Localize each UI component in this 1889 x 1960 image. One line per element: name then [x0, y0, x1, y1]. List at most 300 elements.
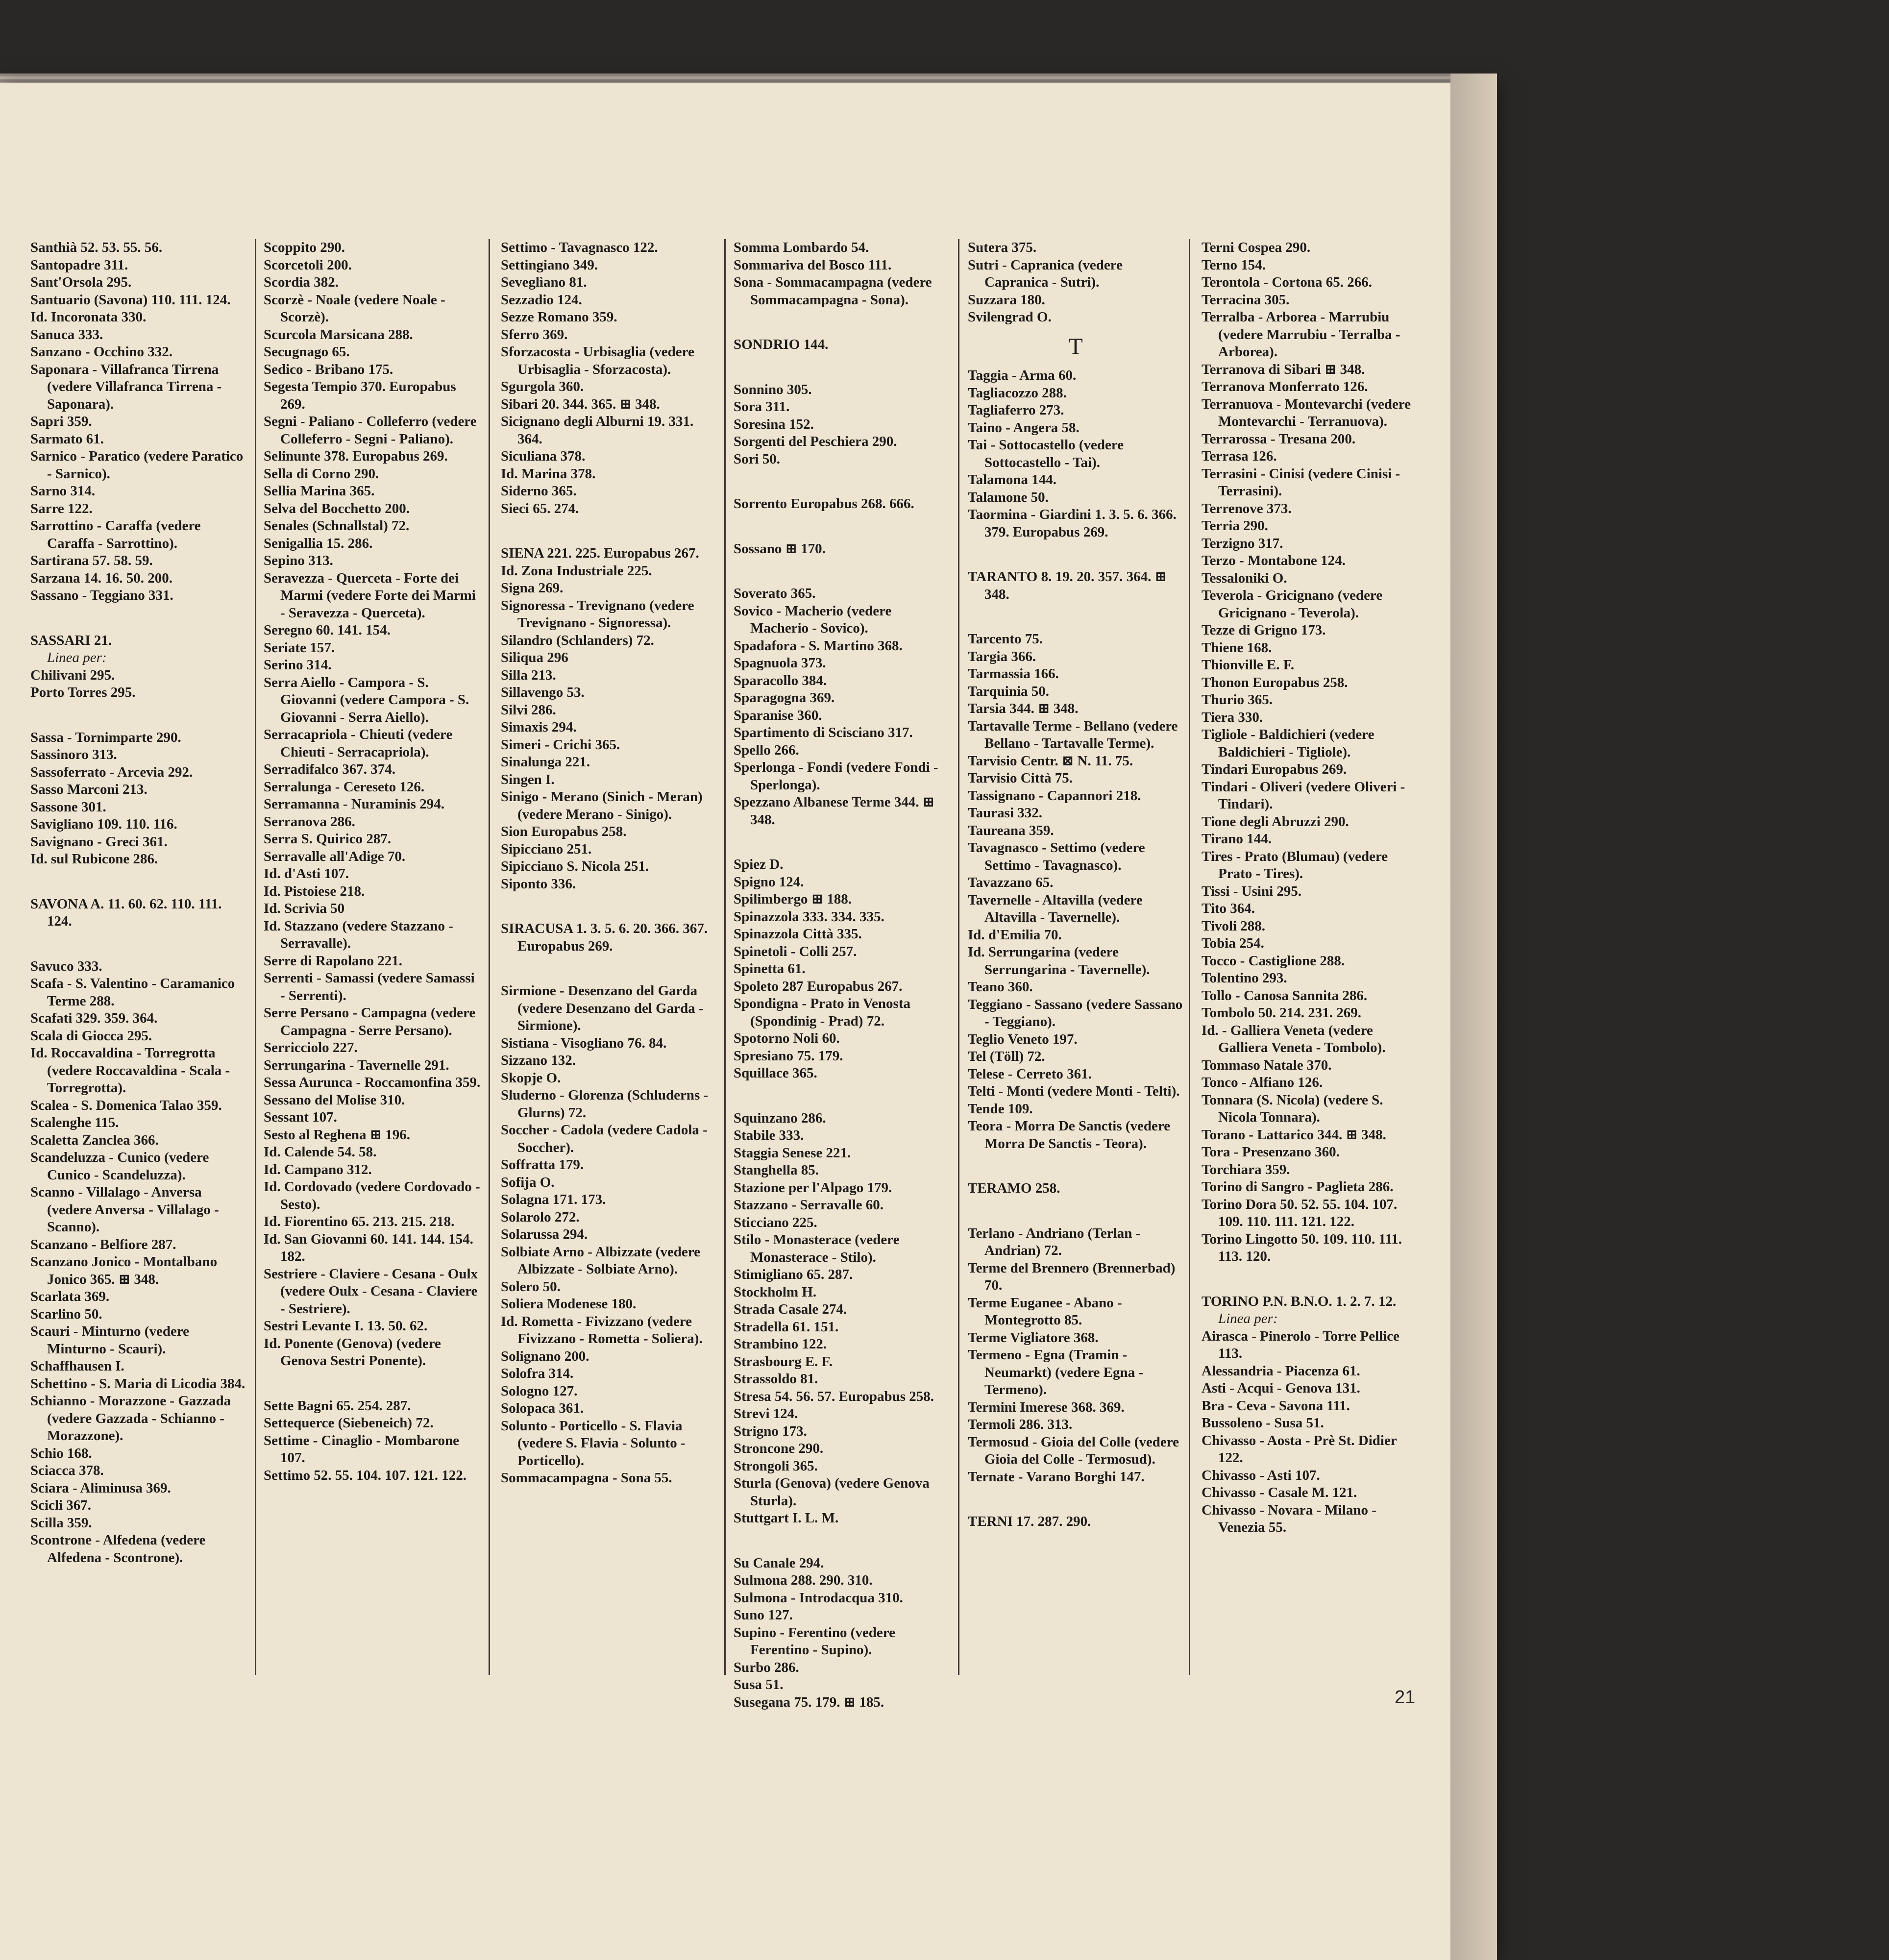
index-entry: Stabile 333. — [734, 1127, 804, 1143]
index-entry: Tigliole - Baldichieri (vedere Baldichieri - Tigliole). — [1202, 727, 1374, 760]
index-entry: Sette Bagni 65. 254. 287. — [264, 1397, 411, 1414]
index-entry: SIRACUSA 1. 3. 5. 6. 20. 366. 367. Europabus 269. — [501, 921, 708, 954]
index-entry: Spinazzola Città 335. — [734, 926, 862, 942]
section-letter: T — [1068, 333, 1083, 360]
index-entry: Soresina 152. — [734, 416, 814, 432]
index-entry: Stuttgart I. L. M. — [734, 1510, 839, 1526]
column-rule — [724, 239, 726, 1675]
index-entry: Sparanise 360. — [734, 707, 822, 723]
page-right-edge — [1450, 74, 1497, 1960]
index-entry: Sapri 359. — [30, 414, 92, 429]
index-entry: Schio 168. — [30, 1445, 92, 1461]
index-entry: Sant'Orsola 295. — [30, 274, 132, 290]
index-entry: Id. Fiorentino 65. 213. 215. 218. — [264, 1214, 455, 1229]
index-entry: Seriate 157. — [264, 639, 335, 656]
index-entry: Seravezza - Querceta - Forte dei Marmi (vedere Forte dei Marmi - Seravezza - Querceta). — [264, 570, 476, 621]
index-entry: Termini Imerese 368. 369. — [968, 1399, 1125, 1415]
index-entry: Savuco 333. — [30, 958, 102, 974]
index-entry: Sellia Marina 365. — [264, 483, 375, 499]
index-entry: Tonco - Alfiano 126. — [1202, 1075, 1323, 1090]
index-entry: Chilivani 295. — [30, 667, 115, 683]
index-entry: Stanghella 85. — [734, 1162, 819, 1178]
index-entry: Spartimento di Scisciano 317. — [734, 725, 913, 740]
index-entry: Sforzacosta - Urbisaglia (vedere Urbisaglia - Sforzacosta). — [501, 344, 694, 377]
index-entry: Terzigno 317. — [1202, 535, 1283, 551]
index-entry: Chivasso - Asti 107. — [1202, 1467, 1320, 1483]
index-entry: Skopje O. — [501, 1070, 561, 1086]
index-entry: Tindari Europabus 269. — [1202, 761, 1347, 777]
index-entry: Id. Cordovado (vedere Cordovado - Sesto). — [264, 1179, 480, 1212]
index-entry: Tavagnasco - Settimo (vedere Settimo - Tavagnasco). — [968, 840, 1145, 873]
index-entry: Serradifalco 367. 374. — [264, 761, 396, 777]
index-entry: Tagliaferro 273. — [968, 402, 1064, 418]
index-entry: Sluderno - Glorenza (Schluderns - Glurns) 72. — [501, 1087, 709, 1121]
index-entry: Tivoli 288. — [1202, 918, 1265, 934]
index-entry: Tirano 144. — [1202, 831, 1272, 847]
index-entry: Sulmona 288. 290. 310. — [734, 1572, 873, 1588]
index-entry: Id. San Giovanni 60. 141. 144. 154. 182. — [264, 1231, 473, 1264]
index-entry: Seveglìano 81. — [501, 274, 587, 290]
index-entry: Id. d'Asti 107. — [264, 866, 349, 882]
index-entry: Terno 154. — [1202, 257, 1266, 273]
index-entry: Sologno 127. — [501, 1383, 578, 1399]
index-entry: Terria 290. — [1202, 518, 1268, 534]
index-entry: Sezzadio 124. — [501, 292, 582, 308]
index-entry: Tavazzano 65. — [968, 875, 1054, 890]
index-entry: Scarlata 369. — [30, 1289, 110, 1304]
index-entry: Terrenove 373. — [1202, 500, 1292, 516]
index-entry: Serricciolo 227. — [264, 1040, 358, 1055]
index-entry: Torchiara 359. — [1202, 1161, 1290, 1177]
index-entry: Ternate - Varano Borghi 147. — [968, 1469, 1145, 1485]
index-entry: SONDRIO 144. — [734, 337, 829, 352]
column-rule — [958, 239, 959, 1675]
column-rule — [255, 239, 256, 1675]
index-entry: Surbo 286. — [734, 1659, 799, 1675]
index-entry: TERNI 17. 287. 290. — [968, 1514, 1091, 1529]
index-entry: Terzo - Montabone 124. — [1202, 553, 1346, 568]
index-entry: Sirmione - Desenzano del Garda (vedere Desenzano del Garda - Sirmione). — [501, 983, 704, 1033]
index-entry: Serrungarina - Tavernelle 291. — [264, 1057, 449, 1073]
index-entry: Tessaloniki O. — [1202, 570, 1287, 586]
index-entry: Bra - Ceva - Savona 111. — [1202, 1397, 1350, 1414]
index-entry: Tartavalle Terme - Bellano (vedere Bellano - Tartavalle Terme). — [968, 718, 1178, 751]
index-entry: Schaffhausen I. — [30, 1358, 124, 1374]
index-entry: Bussoleno - Susa 51. — [1202, 1415, 1324, 1431]
index-entry: Tione degli Abruzzi 290. — [1202, 813, 1349, 830]
index-entry: Settimo - Tavagnasco 122. — [501, 240, 658, 255]
index-entry: Scanzano - Belfiore 287. — [30, 1236, 176, 1252]
index-entry: Tolentino 293. — [1202, 970, 1287, 986]
index-entry: Scanzano Jonico - Montalbano Jonico 365. ⊞ 348. — [30, 1254, 218, 1287]
index-entry: Sedico - Bribano 175. — [264, 361, 393, 377]
index-entry: Strassoldo 81. — [734, 1371, 818, 1387]
index-entry: Torino Dora 50. 52. 55. 104. 107. 109. 110. 111. 121. 122. — [1202, 1196, 1398, 1229]
index-entry: Terrasini - Cinisi (vedere Cinisi - Terrasini). — [1202, 466, 1400, 499]
index-entry: Sorgenti del Peschiera 290. — [734, 434, 897, 449]
index-entry: Terracina 305. — [1202, 292, 1290, 308]
index-entry: Tarcento 75. — [968, 631, 1043, 647]
index-entry: Solero 50. — [501, 1278, 561, 1295]
index-entry: Settequerce (Siebeneich) 72. — [264, 1415, 434, 1431]
index-entry: Chivasso - Aosta - Prè St. Didier 122. — [1202, 1432, 1397, 1466]
index-entry: Id. Incoronata 330. — [30, 309, 147, 325]
index-entry: Terlano - Andriano (Terlan - Andrian) 72. — [968, 1225, 1141, 1258]
index-entry: Soccher - Cadola (vedere Cadola - Soccher). — [501, 1122, 708, 1155]
index-entry: Spondigna - Prato in Venosta (Spondinig - Prad) 72. — [734, 996, 910, 1029]
index-entry: Thonon Europabus 258. — [1202, 674, 1348, 690]
index-entry: Taggia - Arma 60. — [968, 368, 1077, 383]
index-entry: Serino 314. — [264, 657, 332, 673]
index-entry: Tindari - Oliveri (vedere Oliveri - Tindari). — [1202, 779, 1405, 812]
index-entry: Solarussa 294. — [501, 1226, 588, 1242]
index-entry: Scicli 367. — [30, 1497, 92, 1513]
index-entry: Tommaso Natale 370. — [1202, 1057, 1332, 1073]
index-entry: Scaletta Zanclea 366. — [30, 1132, 159, 1148]
index-entry: Strambino 122. — [734, 1336, 827, 1352]
index-entry: Silla 213. — [501, 667, 556, 683]
index-entry: Tel (Töll) 72. — [968, 1049, 1045, 1064]
index-entry: Tollo - Canosa Sannita 286. — [1202, 987, 1368, 1004]
index-entry: Scandeluzza - Cunico (vedere Cunico - Scandeluzza). — [30, 1150, 209, 1183]
index-entry: Signoressa - Trevignano (vedere Trevignano - Signoressa). — [501, 597, 694, 631]
index-entry: Tissi - Usini 295. — [1202, 883, 1302, 899]
index-entry: Spagnuola 373. — [734, 655, 826, 671]
index-entry: Selinunte 378. Europabus 269. — [264, 448, 448, 464]
index-entry: Susa 51. — [734, 1677, 784, 1692]
index-entry: Sion Europabus 258. — [501, 824, 627, 839]
index-entry: Supino - Ferentino (vedere Ferentino - Supino). — [734, 1624, 896, 1658]
index-entry: Soverato 365. — [734, 586, 816, 601]
index-entry: Id. Campano 312. — [264, 1161, 372, 1177]
index-entry: Simaxis 294. — [501, 719, 577, 735]
column-rule — [1189, 239, 1190, 1675]
index-entry: SAVONA A. 11. 60. 62. 110. 111. 124. — [30, 896, 222, 929]
index-entry: Tagliacozzo 288. — [968, 385, 1067, 401]
index-entry: Telese - Cerreto 361. — [968, 1066, 1092, 1082]
index-entry: Strasbourg E. F. — [734, 1353, 833, 1370]
index-entry: Tito 364. — [1202, 901, 1255, 916]
index-entry: Siliqua 296 — [501, 650, 568, 665]
index-entry: Spello 266. — [734, 742, 799, 758]
index-entry: Sparagogna 369. — [734, 690, 835, 706]
index-entry: Scordia 382. — [264, 274, 339, 290]
index-entry: Sestriere - Claviere - Cesana - Oulx (vedere Oulx - Cesana - Claviere - Sestriere). — [264, 1266, 478, 1317]
index-entry: Scorzè - Noale (vedere Noale - Scorzè). — [264, 292, 445, 325]
index-entry: Sora 311. — [734, 399, 790, 415]
index-entry: TARANTO 8. 19. 20. 357. 364. ⊞ 348. — [968, 569, 1167, 602]
index-entry: Terranuova - Montevarchi (vedere Montevarchi - Terranuova). — [1202, 396, 1411, 429]
index-entry: Selva del Bocchetto 200. — [264, 500, 410, 516]
index-entry: Sferro 369. — [501, 326, 568, 343]
index-entry: Stazzano - Serravalle 60. — [734, 1197, 884, 1213]
index-entry: Settime - Cinaglio - Mombarone 107. — [264, 1432, 459, 1466]
index-entry: Svilengrad O. — [968, 309, 1052, 325]
index-entry: Solunto - Porticello - S. Flavia (vedere S. Flavia - Solunto - Porticello). — [501, 1418, 686, 1469]
index-entry: Tarsia 344. ⊞ 348. — [968, 701, 1079, 716]
index-entry: Linea per: — [1218, 1311, 1278, 1326]
index-entry: Thiene 168. — [1202, 639, 1272, 656]
index-entry: Id. Marina 378. — [501, 466, 596, 482]
index-entry: Scoppito 290. — [264, 240, 345, 255]
index-entry: Serralunga - Cereseto 126. — [264, 779, 425, 795]
index-entry: Sori 50. — [734, 451, 781, 467]
index-entry: Spigno 124. — [734, 874, 804, 890]
index-entry: SASSARI 21. — [30, 632, 112, 648]
index-entry: Terralba - Arborea - Marrubiu (vedere Marrubiu - Terralba - Arborea). — [1202, 309, 1400, 360]
index-entry: Sommariva del Bosco 111. — [734, 257, 892, 273]
index-entry: Terranova di Sibari ⊞ 348. — [1202, 361, 1365, 377]
index-entry: Serre Persano - Campagna (vedere Campagna - Serre Persano). — [264, 1005, 476, 1038]
index-entry: Solagna 171. 173. — [501, 1192, 606, 1207]
index-entry: Tiera 330. — [1202, 709, 1263, 725]
index-entry: Sperlonga - Fondi (vedere Fondi - Sperlonga). — [734, 760, 938, 793]
index-entry: Stradella 61. 151. — [734, 1319, 839, 1335]
index-entry: Sipicciano S. Nicola 251. — [501, 858, 649, 874]
index-entry: Sassoferrato - Arcevia 292. — [30, 764, 193, 780]
index-entry: Schianno - Morazzone - Gazzada (vedere Gazzada - Schianno - Morazzone). — [30, 1393, 231, 1444]
index-entry: Sinalunga 221. — [501, 754, 590, 770]
index-entry: Sassone 301. — [30, 799, 106, 815]
index-entry: Sestri Levante I. 13. 50. 62. — [264, 1318, 428, 1334]
index-entry: Torino Lingotto 50. 109. 110. 111. 113. 120. — [1202, 1231, 1402, 1264]
index-entry: Sparacollo 384. — [734, 672, 827, 688]
index-entry: Terranova Monferrato 126. — [1202, 379, 1368, 394]
index-entry: Teora - Morra De Sanctis (vedere Morra De Sanctis - Teora). — [968, 1118, 1171, 1152]
index-entry: Scarlino 50. — [30, 1306, 102, 1322]
index-entry: Teggiano - Sassano (vedere Sassano - Teggiano). — [968, 996, 1183, 1029]
index-entry: Spoleto 287 Europabus 267. — [734, 978, 903, 994]
index-entry: Id. Serrungarina (vedere Serrungarina - Tavernelle). — [968, 944, 1150, 978]
index-entry: Scontrone - Alfedena (vedere Alfedena - Scontrone). — [30, 1532, 206, 1566]
index-entry: Sicignano degli Alburni 19. 331. 364. — [501, 414, 694, 447]
index-entry: Terme del Brennero (Brennerbad) 70. — [968, 1260, 1176, 1293]
index-entry: Id. sul Rubicone 286. — [30, 851, 158, 867]
index-entry: Stazione per l'Alpago 179. — [734, 1179, 892, 1196]
column-rule — [489, 239, 490, 1675]
index-entry: Tombolo 50. 214. 231. 269. — [1202, 1005, 1362, 1021]
index-entry: Solignano 200. — [501, 1348, 589, 1364]
index-entry: Stroncone 290. — [734, 1441, 824, 1456]
index-entry: Sipicciano 251. — [501, 841, 592, 857]
index-entry: Sasso Marconi 213. — [30, 782, 147, 797]
index-column-6 — [1202, 239, 1422, 1537]
index-entry: Terni Cospea 290. — [1202, 240, 1311, 255]
index-entry: Alessandria - Piacenza 61. — [1202, 1363, 1360, 1379]
index-entry: Strada Casale 274. — [734, 1301, 847, 1317]
index-entry: Siculiana 378. — [501, 448, 586, 464]
index-entry: Sorrento Europabus 268. 666. — [734, 496, 914, 512]
index-entry: Sarno 314. — [30, 483, 96, 499]
index-entry: Tezze di Grigno 173. — [1202, 622, 1326, 638]
index-entry: Serra Aiello - Campora - S. Giovanni (vedere Campora - S. Giovanni - Serra Aiello). — [264, 674, 469, 725]
index-entry: Telti - Monti (vedere Monti - Telti). — [968, 1083, 1180, 1099]
index-entry: Teverola - Gricignano (vedere Gricignano - Teverola). — [1202, 588, 1383, 621]
index-entry: TERAMO 258. — [968, 1180, 1060, 1196]
index-entry: Segni - Paliano - Colleferro (vedere Colleferro - Segni - Paliano). — [264, 414, 477, 447]
index-entry: Porto Torres 295. — [30, 685, 136, 700]
index-entry: Chivasso - Casale M. 121. — [1202, 1485, 1357, 1500]
index-entry: Termeno - Egna (Tramin - Neumarkt) (vedere Egna - Termeno). — [968, 1347, 1144, 1397]
index-entry: Thionville E. F. — [1202, 657, 1295, 673]
index-entry: Tires - Prato (Blumau) (vedere Prato - Tires). — [1202, 848, 1388, 882]
index-entry: Stimigliano 65. 287. — [734, 1267, 853, 1282]
index-entry: Asti - Acqui - Genova 131. — [1202, 1380, 1360, 1396]
index-column-1 — [30, 239, 246, 1567]
index-entry: Solofra 314. — [501, 1366, 574, 1381]
page-number: 21 — [1395, 1687, 1416, 1708]
index-entry: Id. Calende 54. 58. — [264, 1144, 377, 1160]
index-entry: Sibari 20. 344. 365. ⊞ 348. — [501, 396, 660, 412]
index-entry: Singen I. — [501, 771, 555, 787]
index-column-4 — [734, 239, 949, 1711]
index-entry: Saponara - Villafranca Tirrena (vedere Villafranca Tirrena - Saponara). — [30, 361, 222, 412]
index-entry: Id. Stazzano (vedere Stazzano - Serravalle). — [264, 918, 453, 951]
index-entry: Id. Scrivia 50 — [264, 901, 345, 916]
index-entry: Id. Roccavaldina - Torregrotta (vedere Roccavaldina - Scala - Torregrotta). — [30, 1045, 230, 1096]
index-entry: Sizzano 132. — [501, 1053, 576, 1068]
index-entry: Termoli 286. 313. — [968, 1417, 1073, 1432]
index-entry: Signa 269. — [501, 580, 564, 596]
index-entry: Tavernelle - Altavilla (vedere Altavilla - Tavernelle). — [968, 892, 1143, 925]
index-entry: Sartirana 57. 58. 59. — [30, 553, 153, 568]
index-entry: Sona - Sommacampagna (vedere Sommacampagna - Sona). — [734, 274, 932, 308]
index-entry: Tora - Presenzano 360. — [1202, 1144, 1340, 1160]
index-entry: Sommacampagna - Sona 55. — [501, 1470, 672, 1486]
index-entry: Talamona 144. — [968, 472, 1057, 488]
index-column-5 — [968, 239, 1183, 1531]
index-entry: Suzzara 180. — [968, 292, 1045, 308]
index-entry: Sutera 375. — [968, 240, 1037, 255]
index-entry: Sarzana 14. 16. 50. 200. — [30, 570, 172, 586]
index-entry: Scanno - Villalago - Anversa (vedere Anversa - Villalago - Scanno). — [30, 1184, 219, 1235]
index-entry: Scalea - S. Domenica Talao 359. — [30, 1097, 222, 1113]
index-entry: Senales (Schnallstal) 72. — [264, 518, 410, 534]
index-entry: Termosud - Gioia del Colle (vedere Gioia del Colle - Termosud). — [968, 1434, 1179, 1467]
index-entry: Sarnico - Paratico (vedere Paratico - Sarnico). — [30, 448, 244, 482]
index-entry: Sciara - Aliminusa 369. — [30, 1480, 171, 1496]
index-entry: Strevi 124. — [734, 1406, 798, 1421]
index-entry: Serrenti - Samassi (vedere Samassi - Serrenti). — [264, 970, 475, 1004]
index-entry: Sinigo - Merano (Sinich - Meran) (vedere Merano - Sinigo). — [501, 789, 703, 822]
index-entry: Spinazzola 333. 334. 335. — [734, 908, 884, 925]
index-entry: Senigallia 15. 286. — [264, 535, 373, 551]
index-entry: Targia 366. — [968, 648, 1036, 664]
index-entry: Teano 360. — [968, 979, 1033, 995]
index-entry: Sonnino 305. — [734, 381, 812, 397]
index-entry: Su Canale 294. — [734, 1555, 824, 1571]
index-entry: Spotorno Noli 60. — [734, 1030, 840, 1046]
index-entry: Tai - Sottocastello (vedere Sottocastello - Tai). — [968, 437, 1124, 470]
index-entry: Spinetta 61. — [734, 961, 806, 977]
index-entry: Stockholm H. — [734, 1284, 817, 1300]
index-entry: Sella di Corno 290. — [264, 466, 379, 482]
index-entry: Tarvisio Centr. ⊠ N. 11. 75. — [968, 753, 1133, 769]
index-entry: Scorcetoli 200. — [264, 257, 352, 273]
index-entry: Id. - Galliera Veneta (vedere Galliera Veneta - Tombolo). — [1202, 1022, 1386, 1055]
index-entry: Linea per: — [47, 650, 107, 665]
index-entry: Scilla 359. — [30, 1515, 92, 1531]
index-entry: Sezze Romano 359. — [501, 309, 617, 325]
index-entry: Schettino - S. Maria di Licodia 384. — [30, 1375, 245, 1392]
index-entry: Squillace 365. — [734, 1065, 817, 1081]
index-entry: Spilimbergo ⊞ 188. — [734, 891, 852, 907]
index-column-3 — [501, 239, 719, 1487]
index-entry: Airasca - Pinerolo - Torre Pellice 113. — [1202, 1328, 1400, 1361]
index-entry: Spadafora - S. Martino 368. — [734, 637, 903, 654]
index-entry: Solopaca 361. — [501, 1400, 584, 1416]
index-entry: Sesto al Reghena ⊞ 196. — [264, 1127, 410, 1143]
index-entry: Sutri - Capranica (vedere Capranica - Sutri). — [968, 257, 1123, 290]
index-entry: Terontola - Cortona 65. 266. — [1202, 274, 1372, 290]
index-entry: Scala di Giocca 295. — [30, 1028, 152, 1044]
index-entry: Sassa - Tornimparte 290. — [30, 729, 181, 745]
index-entry: Serra S. Quirico 287. — [264, 831, 392, 847]
index-entry: Terme Vigliatore 368. — [968, 1329, 1099, 1346]
index-entry: Talamone 50. — [968, 489, 1049, 505]
index-entry: Scalenghe 115. — [30, 1115, 119, 1130]
index-entry: Scafati 329. 359. 364. — [30, 1010, 158, 1026]
index-entry: Serranova 286. — [264, 813, 355, 830]
index-entry: Thurio 365. — [1202, 692, 1273, 708]
index-entry: Santuario (Savona) 110. 111. 124. — [30, 292, 231, 308]
index-entry: Tobia 254. — [1202, 935, 1264, 951]
index-entry: Scafa - S. Valentino - Caramanico Terme 288. — [30, 976, 235, 1009]
index-entry: Sessano del Molise 310. — [264, 1092, 405, 1108]
index-entry: Teglio Veneto 197. — [968, 1031, 1078, 1047]
index-entry: TORINO P.N. B.N.O. 1. 2. 7. 12. — [1202, 1293, 1397, 1309]
index-entry: Staggia Senese 221. — [734, 1145, 851, 1161]
index-entry: Sovico - Macherio (vedere Macherio - Sovico). — [734, 603, 892, 636]
index-entry: Spezzano Albanese Terme 344. ⊞ 348. — [734, 794, 935, 828]
index-entry: Taureana 359. — [968, 822, 1054, 838]
index-entry: Santhià 52. 53. 55. 56. — [30, 240, 163, 255]
index-entry: Soffratta 179. — [501, 1157, 584, 1173]
index-entry: Spresiano 75. 179. — [734, 1048, 843, 1064]
index-entry: Torano - Lattarico 344. ⊞ 348. — [1202, 1127, 1386, 1143]
index-entry: Id. Ponente (Genova) (vedere Genova Sestri Ponente). — [264, 1335, 441, 1369]
index-entry: Tassignano - Capannori 218. — [968, 787, 1141, 804]
index-entry: Sarre 122. — [30, 500, 93, 516]
index-entry: Scauri - Minturno (vedere Minturno - Scauri). — [30, 1323, 190, 1357]
index-column-2 — [264, 239, 482, 1484]
index-entry: Sillavengo 53. — [501, 685, 585, 700]
index-entry: Stilo - Monasterace (vedere Monasterace - Stilo). — [734, 1232, 900, 1265]
index-entry: Somma Lombardo 54. — [734, 240, 869, 255]
index-entry: Sulmona - Introdacqua 310. — [734, 1590, 903, 1606]
index-entry: Strongoli 365. — [734, 1458, 818, 1474]
index-entry: Sturla (Genova) (vedere Genova Sturla). — [734, 1475, 930, 1509]
index-entry: Seregno 60. 141. 154. — [264, 622, 391, 638]
index-entry: Spiez D. — [734, 857, 784, 872]
index-entry: Savignano - Greci 361. — [30, 833, 168, 850]
index-entry: Silvi 286. — [501, 702, 556, 718]
index-entry: Siponto 336. — [501, 876, 576, 892]
index-entry: Chivasso - Novara - Milano - Venezia 55. — [1202, 1502, 1376, 1535]
index-entry: Simeri - Crichi 365. — [501, 736, 620, 753]
index-entry: Tende 109. — [968, 1101, 1033, 1117]
index-entry: Sciacca 378. — [30, 1463, 104, 1478]
index-entry: Solarolo 272. — [501, 1209, 580, 1225]
index-entry: Serravalle all'Adige 70. — [264, 848, 406, 864]
index-entry: Soliera Modenese 180. — [501, 1296, 637, 1312]
index-entry: Terrasa 126. — [1202, 448, 1277, 464]
index-entry: Taurasi 332. — [968, 805, 1043, 821]
index-entry: Terme Euganee - Abano - Montegrotto 85. — [968, 1295, 1122, 1328]
index-entry: Sticciano 225. — [734, 1214, 817, 1230]
index-entry: Siderno 365. — [501, 483, 577, 499]
index-entry: Settingiano 349. — [501, 257, 598, 273]
